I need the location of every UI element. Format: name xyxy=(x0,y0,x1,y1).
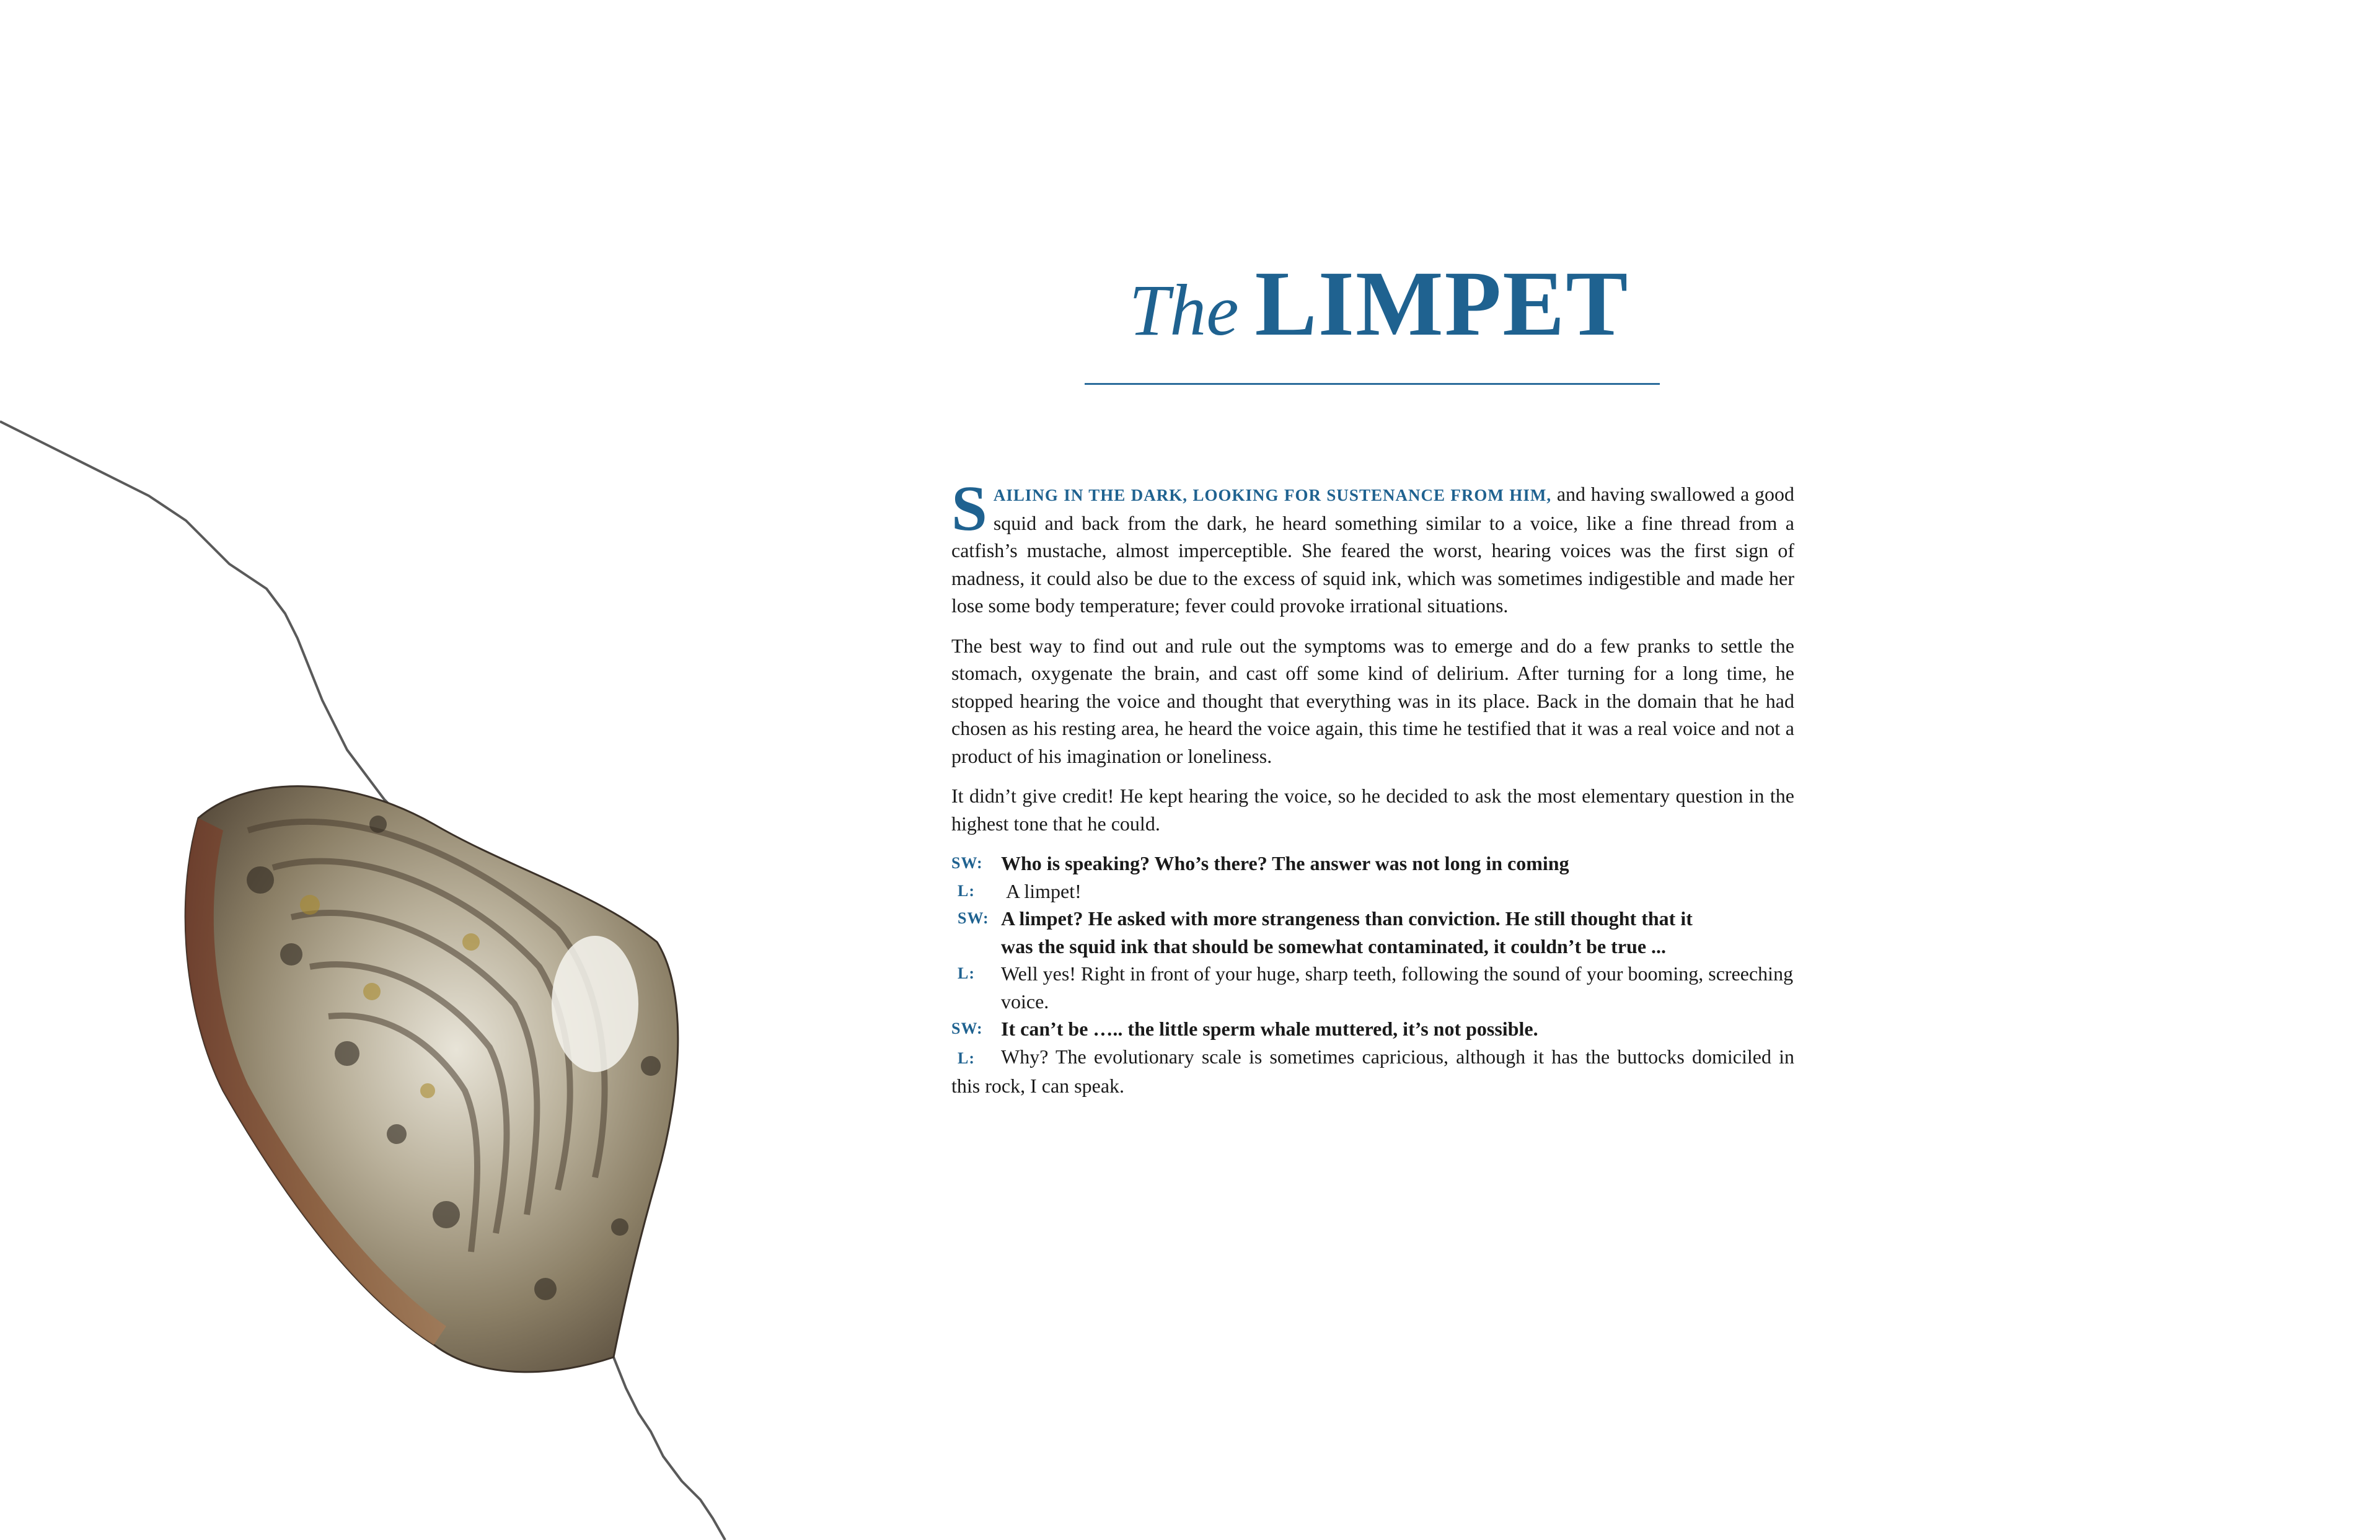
story-body xyxy=(951,473,1795,1100)
dialogue-text: Well yes! Right in front of your huge, sharp teeth, following the sound of your booming, screeching voice. xyxy=(1001,962,1794,1013)
limpet-illustration xyxy=(0,0,992,1540)
dialogue-text: Who is speaking? Who’s there? The answer was not long in coming xyxy=(1001,852,1569,874)
dialogue-text: A limpet! xyxy=(1006,879,1082,902)
dialogue-text: A limpet? He asked with more strangeness than conviction. He still thought that it was the squid ink that should be somewhat contaminated, it couldn’t be true ... xyxy=(1001,907,1693,957)
speaker-label: L: xyxy=(958,881,975,900)
dialogue-line xyxy=(951,960,1794,1015)
paragraph-2: The best way to find out and rule out the symptoms was to emerge and do a few pranks to settle the stomach, oxygenate the brain, and cast off some kind of delirium. After turning for a long time, he stopped hearing the voice and thought that everything was in its place. Back in the domain that he had chosen as his resting area, he heard the voice again, this time he testified that it was a real voice and not a product of his imagination or loneliness. xyxy=(951,634,1794,767)
dialogue xyxy=(951,850,1794,1100)
lead-in: AILING IN THE DARK, LOOKING FOR SUSTENANCE FROM HIM, xyxy=(993,486,1552,504)
limpet-shell-highlight xyxy=(552,936,638,1072)
dialogue-line xyxy=(951,850,1794,878)
paragraph-3: It didn’t give credit! He kept hearing the voice, so he decided to ask the most elementary question in the highest tone that he could. xyxy=(951,785,1794,835)
dialogue-line xyxy=(951,1015,1794,1043)
title-divider xyxy=(1085,383,1660,385)
dialogue-line-final xyxy=(951,1043,1794,1100)
title-word: LIMPET xyxy=(1254,252,1629,355)
dialogue-line xyxy=(951,878,1794,905)
intro-text: and having swallowed a good squid and back from the dark, he heard something similar to a voice, like a fine thread from a catfish’s mustache, almost imperceptible. She feared the worst, hearing voices was the first sign of madness, it could also be due to the excess of squid ink, which was sometimes indigestible and made her lose some body temperature; fever could provoke irrational situations. xyxy=(951,483,1795,617)
speaker-label: L: xyxy=(958,1049,975,1067)
rock-crack-line-lower xyxy=(614,1357,725,1540)
intro-paragraph xyxy=(951,473,1795,620)
dialogue-line xyxy=(951,905,1794,960)
dialogue-text: Why? The evolutionary scale is sometimes capricious, although it has the buttocks domiciled in this rock, I can speak. xyxy=(951,1045,1794,1097)
speaker-label: L: xyxy=(958,964,975,982)
page-title xyxy=(1085,252,1673,355)
title-the: The xyxy=(1129,270,1239,351)
speaker-label: SW: xyxy=(951,1019,983,1037)
speaker-label: SW: xyxy=(951,854,983,872)
speaker-label: SW: xyxy=(958,909,989,927)
drop-cap: S xyxy=(951,473,987,544)
dialogue-text: It can’t be ….. the little sperm whale muttered, it’s not possible. xyxy=(1001,1018,1538,1040)
